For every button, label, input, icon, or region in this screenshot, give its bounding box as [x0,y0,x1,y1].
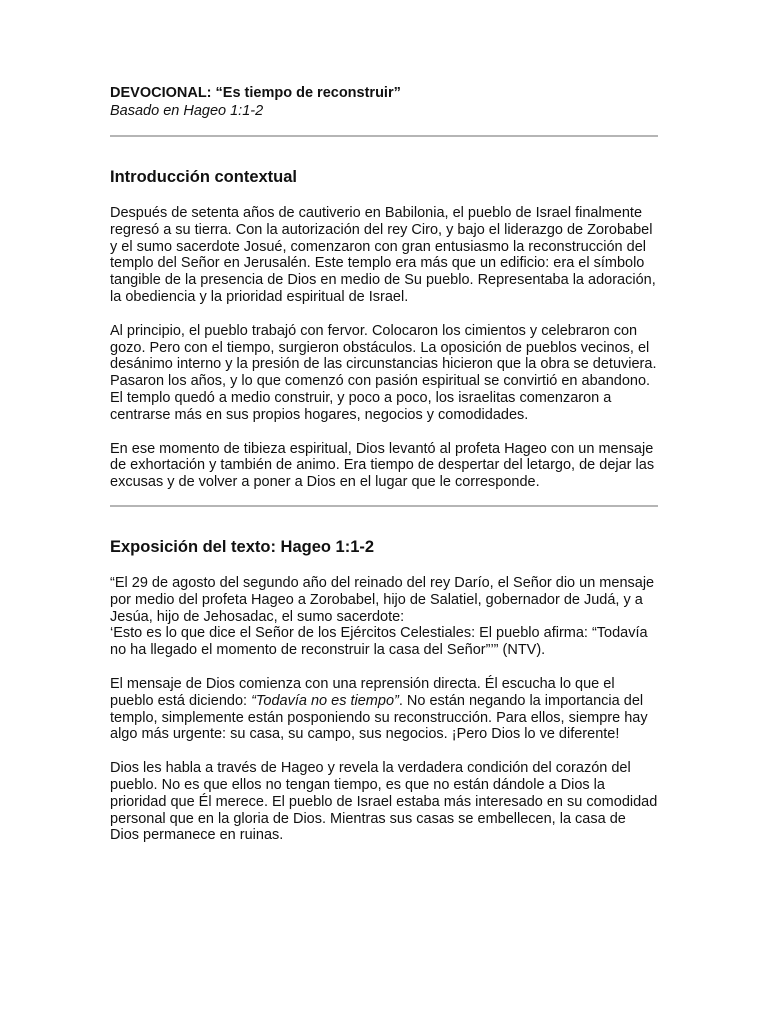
exposition-paragraph [110,676,658,743]
paragraph-text: . No están negando la importancia del templo, simplemente están posponiendo su reconstrucción. Para ellos, siempre hay algo más urgente: su casa, su campo, sus negocios. ¡Pero Dios lo ve diferente! [110,692,648,743]
document-subtitle: Basado en Hageo 1:1-2 [110,103,264,119]
exposition-paragraph: Dios les habla a través de Hageo y revela la verdadera condición del corazón del pueblo. No es que ellos no tengan tiempo, es que no están dándole a Dios la prioridad que Él merece. El pueblo de Israel estaba más interesado en su comodidad personal que en la gloria de Dios. Mientras sus casas se embellecen, la casa de Dios permanece en ruinas. [110,760,658,844]
intro-section [110,167,658,491]
document-title: DEVOCIONAL: “Es tiempo de reconstruir” [110,85,401,101]
paragraph-text: El mensaje de Dios comienza con una reprensión directa. Él escucha lo que el pueblo está diciendo: [110,675,615,709]
intro-paragraph: Después de setenta años de cautiverio en Babilonia, el pueblo de Israel finalmente regresó a su tierra. Con la autorización del rey Ciro, y bajo el liderazgo de Zorobabel y el sumo sacerdote Josué, comenzaron con gran entusiasmo la reconstrucción del templo del Señor en Jerusalén. Este templo era más que un edificio: era el símbolo tangible de la presencia de Dios en medio de Su pueblo. Representaba la adoración, la obediencia y la prioridad espiritual de Israel. [110,205,656,305]
divider [110,135,658,137]
scripture-quote-line: ‘Esto es lo que dice el Señor de los Ejércitos Celestiales: El pueblo afirma: “Todavía no ha llegado el momento de reconstruir la casa del Señor”’” (NTV). [110,625,648,659]
section-heading-intro: Introducción contextual [110,168,298,186]
emphasized-quote: “Todavía no es tiempo” [251,692,399,709]
exposition-section [110,537,658,844]
scripture-quote-line: “El 29 de agosto del segundo año del reinado del rey Darío, el Señor dio un mensaje por medio del profeta Hageo a Zorobabel, hijo de Salatiel, gobernador de Judá, y a Jesúa, hijo de Jehosadac, el sumo sacerdote: [110,574,655,625]
document-header [110,84,658,120]
section-heading-exposition: Exposición del texto: Hageo 1:1-2 [110,537,375,556]
divider [110,505,658,507]
intro-paragraph: En ese momento de tibieza espiritual, Dios levantó al profeta Hageo con un mensaje de exhortación y también de animo. Era tiempo de despertar del letargo, de dejar las excusas y de volver a poner a Dios en el lugar que le corresponde. [110,440,655,491]
scripture-quote [110,575,658,659]
intro-paragraph: Al principio, el pueblo trabajó con fervor. Colocaron los cimientos y celebraron con gozo. Pero con el tiempo, surgieron obstáculos. La oposición de pueblos vecinos, el desánimo interno y la presión de las circunstancias hicieron que la obra se detuviera. Pasaron los años, y lo que comenzó con pasión espiritual se convirtió en abandono. El templo quedó a medio construir, y poco a poco, los israelitas comenzaron a centrarse más en sus propios hogares, negocios y comodidades. [110,322,657,423]
